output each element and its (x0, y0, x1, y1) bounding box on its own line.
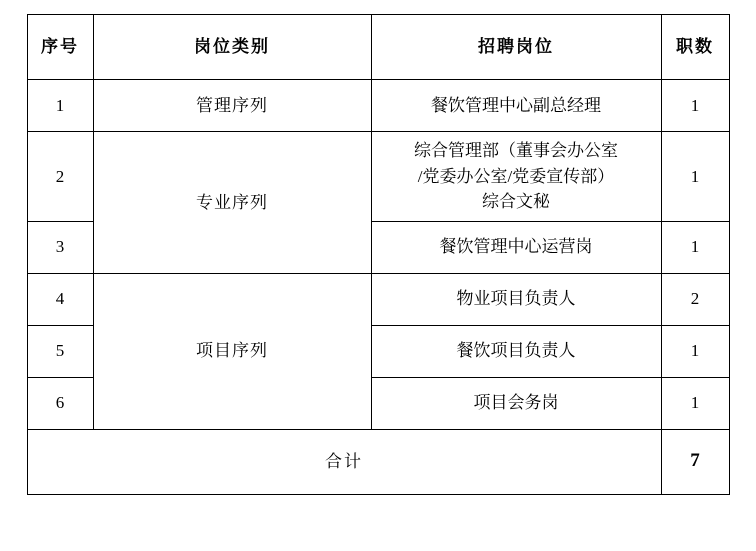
row-post-line: 综合管理部（董事会办公室 (414, 141, 618, 160)
row-count: 2 (661, 273, 729, 325)
row-count: 1 (661, 325, 729, 377)
row-count: 1 (661, 132, 729, 222)
table-header-row (27, 15, 729, 80)
row-post-line: 综合文秘 (482, 192, 550, 211)
row-post: 餐饮项目负责人 (371, 325, 661, 377)
row-post: 项目会务岗 (371, 377, 661, 429)
row-category: 专业序列 (93, 132, 371, 274)
row-no: 5 (27, 325, 93, 377)
header-no: 序号 (27, 15, 93, 80)
row-no: 1 (27, 80, 93, 132)
table-row (27, 80, 729, 132)
row-post: 餐饮管理中心副总经理 (371, 80, 661, 132)
recruitment-table (27, 14, 730, 495)
row-count: 1 (661, 80, 729, 132)
row-no: 3 (27, 221, 93, 273)
row-count: 1 (661, 377, 729, 429)
row-no: 4 (27, 273, 93, 325)
row-no: 2 (27, 132, 93, 222)
table-row (27, 132, 729, 222)
row-category: 管理序列 (93, 80, 371, 132)
total-label: 合计 (27, 429, 661, 494)
total-count: 7 (661, 429, 729, 494)
table-row (27, 273, 729, 325)
table-total-row (27, 429, 729, 494)
row-post: 餐饮管理中心运营岗 (371, 221, 661, 273)
header-count: 职数 (661, 15, 729, 80)
row-no: 6 (27, 377, 93, 429)
row-category: 项目序列 (93, 273, 371, 429)
header-post: 招聘岗位 (371, 15, 661, 80)
row-count: 1 (661, 221, 729, 273)
header-category: 岗位类别 (93, 15, 371, 80)
row-post (371, 132, 661, 222)
row-post: 物业项目负责人 (371, 273, 661, 325)
row-post-line: /党委办公室/党委宣传部） (417, 166, 615, 186)
